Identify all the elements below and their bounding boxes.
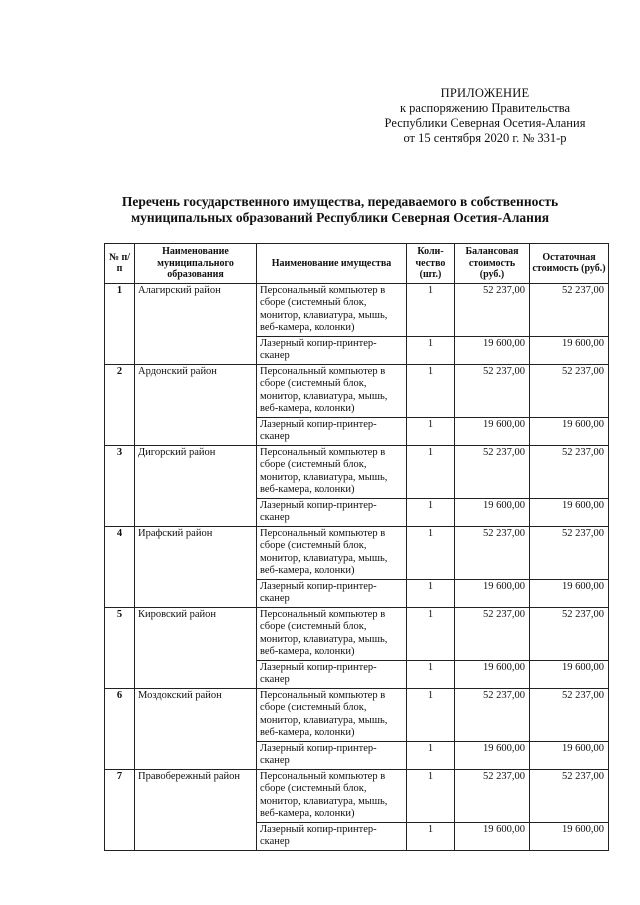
property-name: Персональный компьютер в сборе (системный блок, монитор, клавиатура, мышь, веб-камера, колонки) [257, 607, 407, 660]
balance-value: 19 600,00 [455, 660, 530, 688]
appendix-header [340, 86, 630, 146]
table-body [105, 283, 609, 850]
property-name: Персональный компьютер в сборе (системный блок, монитор, клавиатура, мышь, веб-камера, колонки) [257, 445, 407, 498]
quantity: 1 [407, 364, 455, 417]
property-name: Лазерный копир-принтер-сканер [257, 741, 407, 769]
property-name: Персональный компьютер в сборе (системный блок, монитор, клавиатура, мышь, веб-камера, колонки) [257, 283, 407, 336]
balance-value: 19 600,00 [455, 336, 530, 364]
residual-value: 52 237,00 [530, 769, 609, 822]
quantity: 1 [407, 526, 455, 579]
property-name: Персональный компьютер в сборе (системный блок, монитор, клавиатура, мышь, веб-камера, колонки) [257, 526, 407, 579]
row-number: 3 [105, 445, 135, 526]
column-header-balance-value: Балансовая стоимость (руб.) [455, 244, 530, 284]
quantity: 1 [407, 417, 455, 445]
table-row [105, 445, 609, 498]
column-header-district: Наименование муниципального образования [135, 244, 257, 284]
property-name: Персональный компьютер в сборе (системный блок, монитор, клавиатура, мышь, веб-камера, колонки) [257, 364, 407, 417]
table-row [105, 526, 609, 579]
balance-value: 19 600,00 [455, 417, 530, 445]
quantity: 1 [407, 607, 455, 660]
balance-value: 19 600,00 [455, 822, 530, 850]
property-name: Персональный компьютер в сборе (системный блок, монитор, клавиатура, мышь, веб-камера, колонки) [257, 688, 407, 741]
residual-value: 52 237,00 [530, 607, 609, 660]
quantity: 1 [407, 336, 455, 364]
quantity: 1 [407, 283, 455, 336]
district-name: Алагирский район [135, 283, 257, 364]
table-row [105, 607, 609, 660]
property-table [104, 243, 609, 851]
appendix-heading: ПРИЛОЖЕНИЕ [440, 86, 530, 100]
balance-value: 52 237,00 [455, 364, 530, 417]
row-number: 7 [105, 769, 135, 850]
residual-value: 52 237,00 [530, 364, 609, 417]
quantity: 1 [407, 660, 455, 688]
quantity: 1 [407, 688, 455, 741]
balance-value: 19 600,00 [455, 498, 530, 526]
table-row [105, 283, 609, 336]
balance-value: 52 237,00 [455, 688, 530, 741]
property-name: Лазерный копир-принтер-сканер [257, 417, 407, 445]
row-number: 1 [105, 283, 135, 364]
table-header-row [105, 244, 609, 284]
district-name: Дигорский район [135, 445, 257, 526]
property-name: Лазерный копир-принтер-сканер [257, 498, 407, 526]
appendix-line: Республики Северная Осетия-Алания [384, 116, 586, 130]
district-name: Кировский район [135, 607, 257, 688]
balance-value: 19 600,00 [455, 741, 530, 769]
row-number: 6 [105, 688, 135, 769]
row-number: 2 [105, 364, 135, 445]
residual-value: 52 237,00 [530, 688, 609, 741]
column-header-residual-value: Остаточная стоимость (руб.) [530, 244, 609, 284]
residual-value: 19 600,00 [530, 417, 609, 445]
residual-value: 19 600,00 [530, 822, 609, 850]
residual-value: 19 600,00 [530, 741, 609, 769]
document-title-line: Перечень государственного имущества, передаваемого в собственность [121, 194, 559, 209]
column-header-property: Наименование имущества [257, 244, 407, 284]
document-title-line: муниципальных образований Республики Северная Осетия-Алания [130, 210, 550, 225]
quantity: 1 [407, 741, 455, 769]
property-name: Лазерный копир-принтер-сканер [257, 336, 407, 364]
district-name: Правобережный район [135, 769, 257, 850]
table-row [105, 688, 609, 741]
table-row [105, 769, 609, 822]
quantity: 1 [407, 822, 455, 850]
residual-value: 19 600,00 [530, 660, 609, 688]
residual-value: 52 237,00 [530, 283, 609, 336]
district-name: Моздокский район [135, 688, 257, 769]
property-name: Лазерный копир-принтер-сканер [257, 579, 407, 607]
quantity: 1 [407, 445, 455, 498]
residual-value: 19 600,00 [530, 498, 609, 526]
residual-value: 52 237,00 [530, 445, 609, 498]
balance-value: 52 237,00 [455, 283, 530, 336]
quantity: 1 [407, 498, 455, 526]
quantity: 1 [407, 769, 455, 822]
residual-value: 19 600,00 [530, 579, 609, 607]
column-header-quantity: Коли-чество (шт.) [407, 244, 455, 284]
balance-value: 52 237,00 [455, 445, 530, 498]
balance-value: 52 237,00 [455, 769, 530, 822]
residual-value: 52 237,00 [530, 526, 609, 579]
property-name: Лазерный копир-принтер-сканер [257, 660, 407, 688]
quantity: 1 [407, 579, 455, 607]
appendix-date: от 15 сентября 2020 г. № 331-р [403, 131, 567, 145]
row-number: 4 [105, 526, 135, 607]
district-name: Ардонский район [135, 364, 257, 445]
appendix-line: к распоряжению Правительства [399, 101, 570, 115]
balance-value: 52 237,00 [455, 607, 530, 660]
property-name: Персональный компьютер в сборе (системный блок, монитор, клавиатура, мышь, веб-камера, колонки) [257, 769, 407, 822]
property-name: Лазерный копир-принтер-сканер [257, 822, 407, 850]
row-number: 5 [105, 607, 135, 688]
balance-value: 19 600,00 [455, 579, 530, 607]
residual-value: 19 600,00 [530, 336, 609, 364]
column-header-number: № п/п [105, 244, 135, 284]
balance-value: 52 237,00 [455, 526, 530, 579]
district-name: Ирафский район [135, 526, 257, 607]
document-title [60, 194, 620, 226]
table-row [105, 364, 609, 417]
